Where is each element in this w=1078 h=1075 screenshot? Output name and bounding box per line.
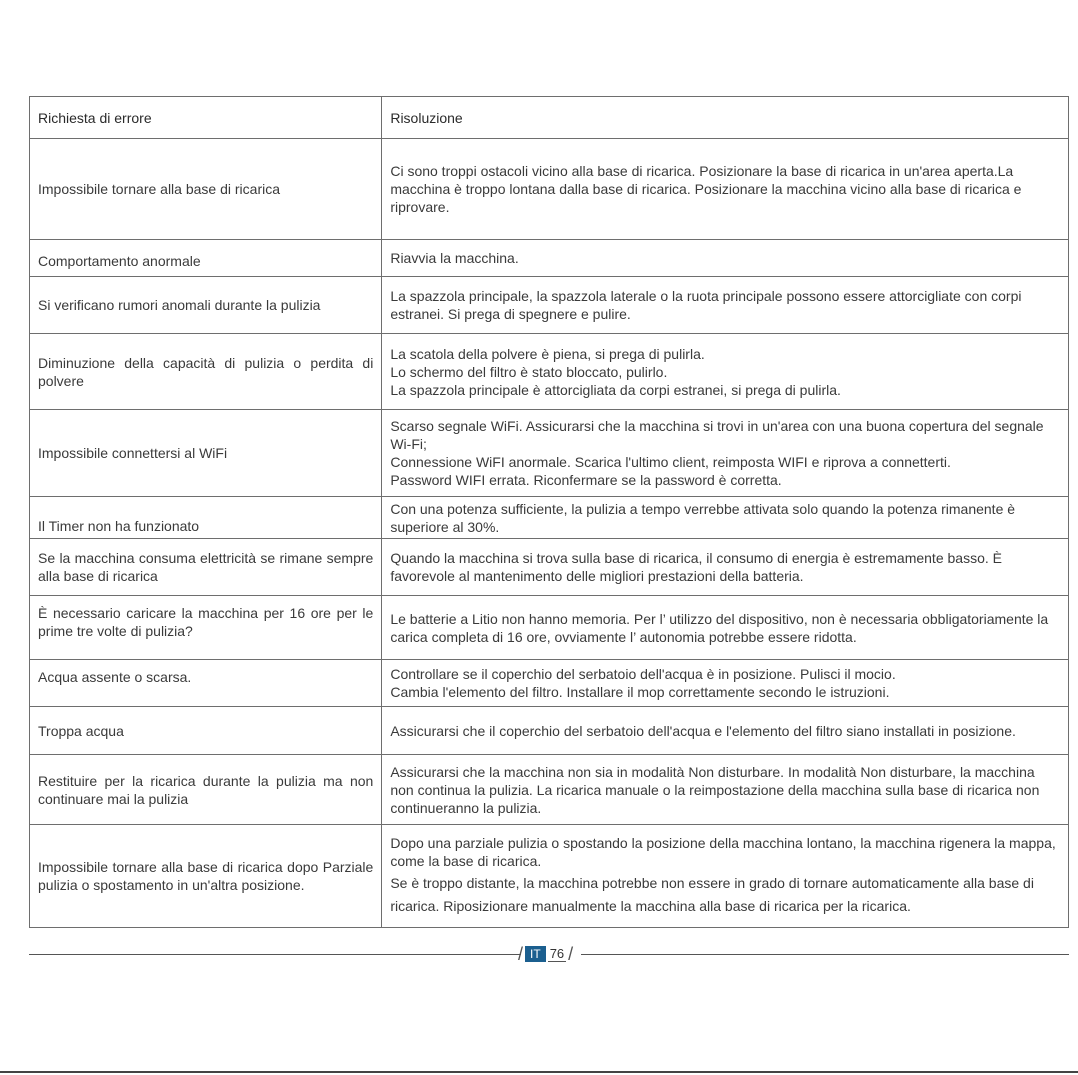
error-cell: Se la macchina consuma elettricità se rimane sempre alla base di ricarica (30, 539, 382, 596)
error-cell: Il Timer non ha funzionato (30, 497, 382, 539)
solution-cell (382, 139, 1069, 240)
solution-text: Connessione WiFI anormale. Scarica l'ultimo client, reimposta WIFI e riprova a connetterti. (390, 454, 951, 470)
solution-text: La scatola della polvere è piena, si prega di pulirla. (390, 345, 705, 362)
table-row (30, 240, 1069, 277)
solution-cell (382, 497, 1069, 539)
table-row (30, 497, 1069, 539)
solution-text: Ci sono troppi ostacoli vicino alla base di ricarica. Posizionare la base di ricarica in un'area aperta.La macchina è troppo lontana dalla base di ricarica. Posizionare la macchina vicino alla base di ricarica e riprovare. (390, 163, 1022, 215)
slash-decoration: / (568, 944, 574, 964)
language-label: IT (525, 946, 546, 962)
solution-text: Password WIFI errata. Riconfermare se la password è corretta. (390, 472, 782, 488)
error-cell: Troppa acqua (30, 707, 382, 755)
header-solution: Risoluzione (382, 97, 1069, 139)
solution-text: Le batterie a Litio non hanno memoria. Per l’ utilizzo del dispositivo, non è necessaria obbligatoriamente la carica completa di 16 ore, ovviamente l’ autonomia potrebbe essere ridotta. (390, 610, 1049, 645)
solution-cell (382, 660, 1069, 707)
error-cell: Acqua assente o scarsa. (30, 660, 382, 707)
error-cell: Impossibile tornare alla base di ricarica (30, 139, 382, 240)
header-error: Richiesta di errore (30, 97, 382, 139)
table-row (30, 825, 1069, 928)
error-cell: Comportamento anormale (30, 240, 382, 277)
solution-text: Lo schermo del filtro è stato bloccato, pulirlo. (390, 363, 668, 380)
solution-text: Dopo una parziale pulizia o spostando la posizione della macchina lontano, la macchina rigenera la mappa, come la base di ricarica. (390, 835, 1056, 869)
solution-cell (382, 334, 1069, 410)
troubleshooting-table (29, 96, 1069, 928)
error-cell: Impossibile connettersi al WiFi (30, 410, 382, 497)
solution-text: Riavvia la macchina. (390, 250, 519, 266)
table-row (30, 707, 1069, 755)
solution-text: Quando la macchina si trova sulla base di ricarica, il consumo di energia è estremamente basso. È favorevole al mantenimento delle migliori prestazioni della batteria. (390, 550, 1002, 584)
footer-rule-right (581, 954, 1069, 955)
solution-cell (382, 825, 1069, 928)
error-cell: Impossibile tornare alla base di ricarica dopo Parziale pulizia o spostamento in un'altra posizione. (30, 825, 382, 928)
table-row (30, 660, 1069, 707)
error-cell: Si verificano rumori anomali durante la pulizia (30, 277, 382, 334)
page-bottom-rule (0, 1071, 1078, 1073)
page-badge (518, 945, 573, 963)
solution-cell (382, 277, 1069, 334)
troubleshooting-table-container (29, 96, 1069, 928)
error-cell: Restituire per la ricarica durante la pulizia ma non continuare mai la pulizia (30, 755, 382, 825)
solution-text: Assicurarsi che il coperchio del serbatoio dell'acqua e l'elemento del filtro siano installati in posizione. (390, 722, 1016, 739)
table-header-row (30, 97, 1069, 139)
solution-cell (382, 707, 1069, 755)
table-row (30, 410, 1069, 497)
solution-cell (382, 410, 1069, 497)
table-row (30, 139, 1069, 240)
solution-text: Se è troppo distante, la macchina potrebbe non essere in grado di tornare automaticamente alla base di ricarica. Riposizionare manualmente la macchina alla base di ricarica per la ricarica. (390, 875, 1034, 914)
table-row (30, 539, 1069, 596)
solution-cell (382, 240, 1069, 277)
error-cell: È necessario caricare la macchina per 16 ore per le prime tre volte di pulizia? (30, 596, 382, 660)
solution-cell (382, 539, 1069, 596)
solution-text: Controllare se il coperchio del serbatoio dell'acqua è in posizione. Pulisci il mocio. (390, 666, 896, 682)
table-row (30, 755, 1069, 825)
table-row (30, 334, 1069, 410)
slash-decoration: / (518, 944, 524, 964)
solution-cell (382, 596, 1069, 660)
solution-text: La spazzola principale, la spazzola laterale o la ruota principale possono essere attorcigliate con corpi estranei. Si prega di spegnere e pulire. (390, 288, 1022, 322)
solution-text: Cambia l'elemento del filtro. Installare il mop correttamente secondo le istruzioni. (390, 684, 890, 700)
solution-text: Con una potenza sufficiente, la pulizia a tempo verrebbe attivata solo quando la potenza rimanente è superiore al 30%. (390, 500, 1016, 535)
solution-cell (382, 755, 1069, 825)
solution-text: Scarso segnale WiFi. Assicurarsi che la macchina si trovi in un'area con una buona copertura del segnale Wi-Fi; (390, 418, 1044, 452)
error-cell: Diminuzione della capacità di pulizia o perdita di polvere (30, 334, 382, 410)
table-row (30, 277, 1069, 334)
table-row (30, 596, 1069, 660)
page-number: 76 (549, 946, 565, 961)
solution-text: La spazzola principale è attorcigliata da corpi estranei, si prega di pulirla. (390, 381, 841, 398)
solution-text: Assicurarsi che la macchina non sia in modalità Non disturbare. In modalità Non disturbare, la macchina non continua la pulizia. La ricarica manuale o la reimpostazione della macchina sulla base di ricarica non continueranno la pulizia. (390, 763, 1040, 816)
footer-rule-left (29, 954, 521, 955)
